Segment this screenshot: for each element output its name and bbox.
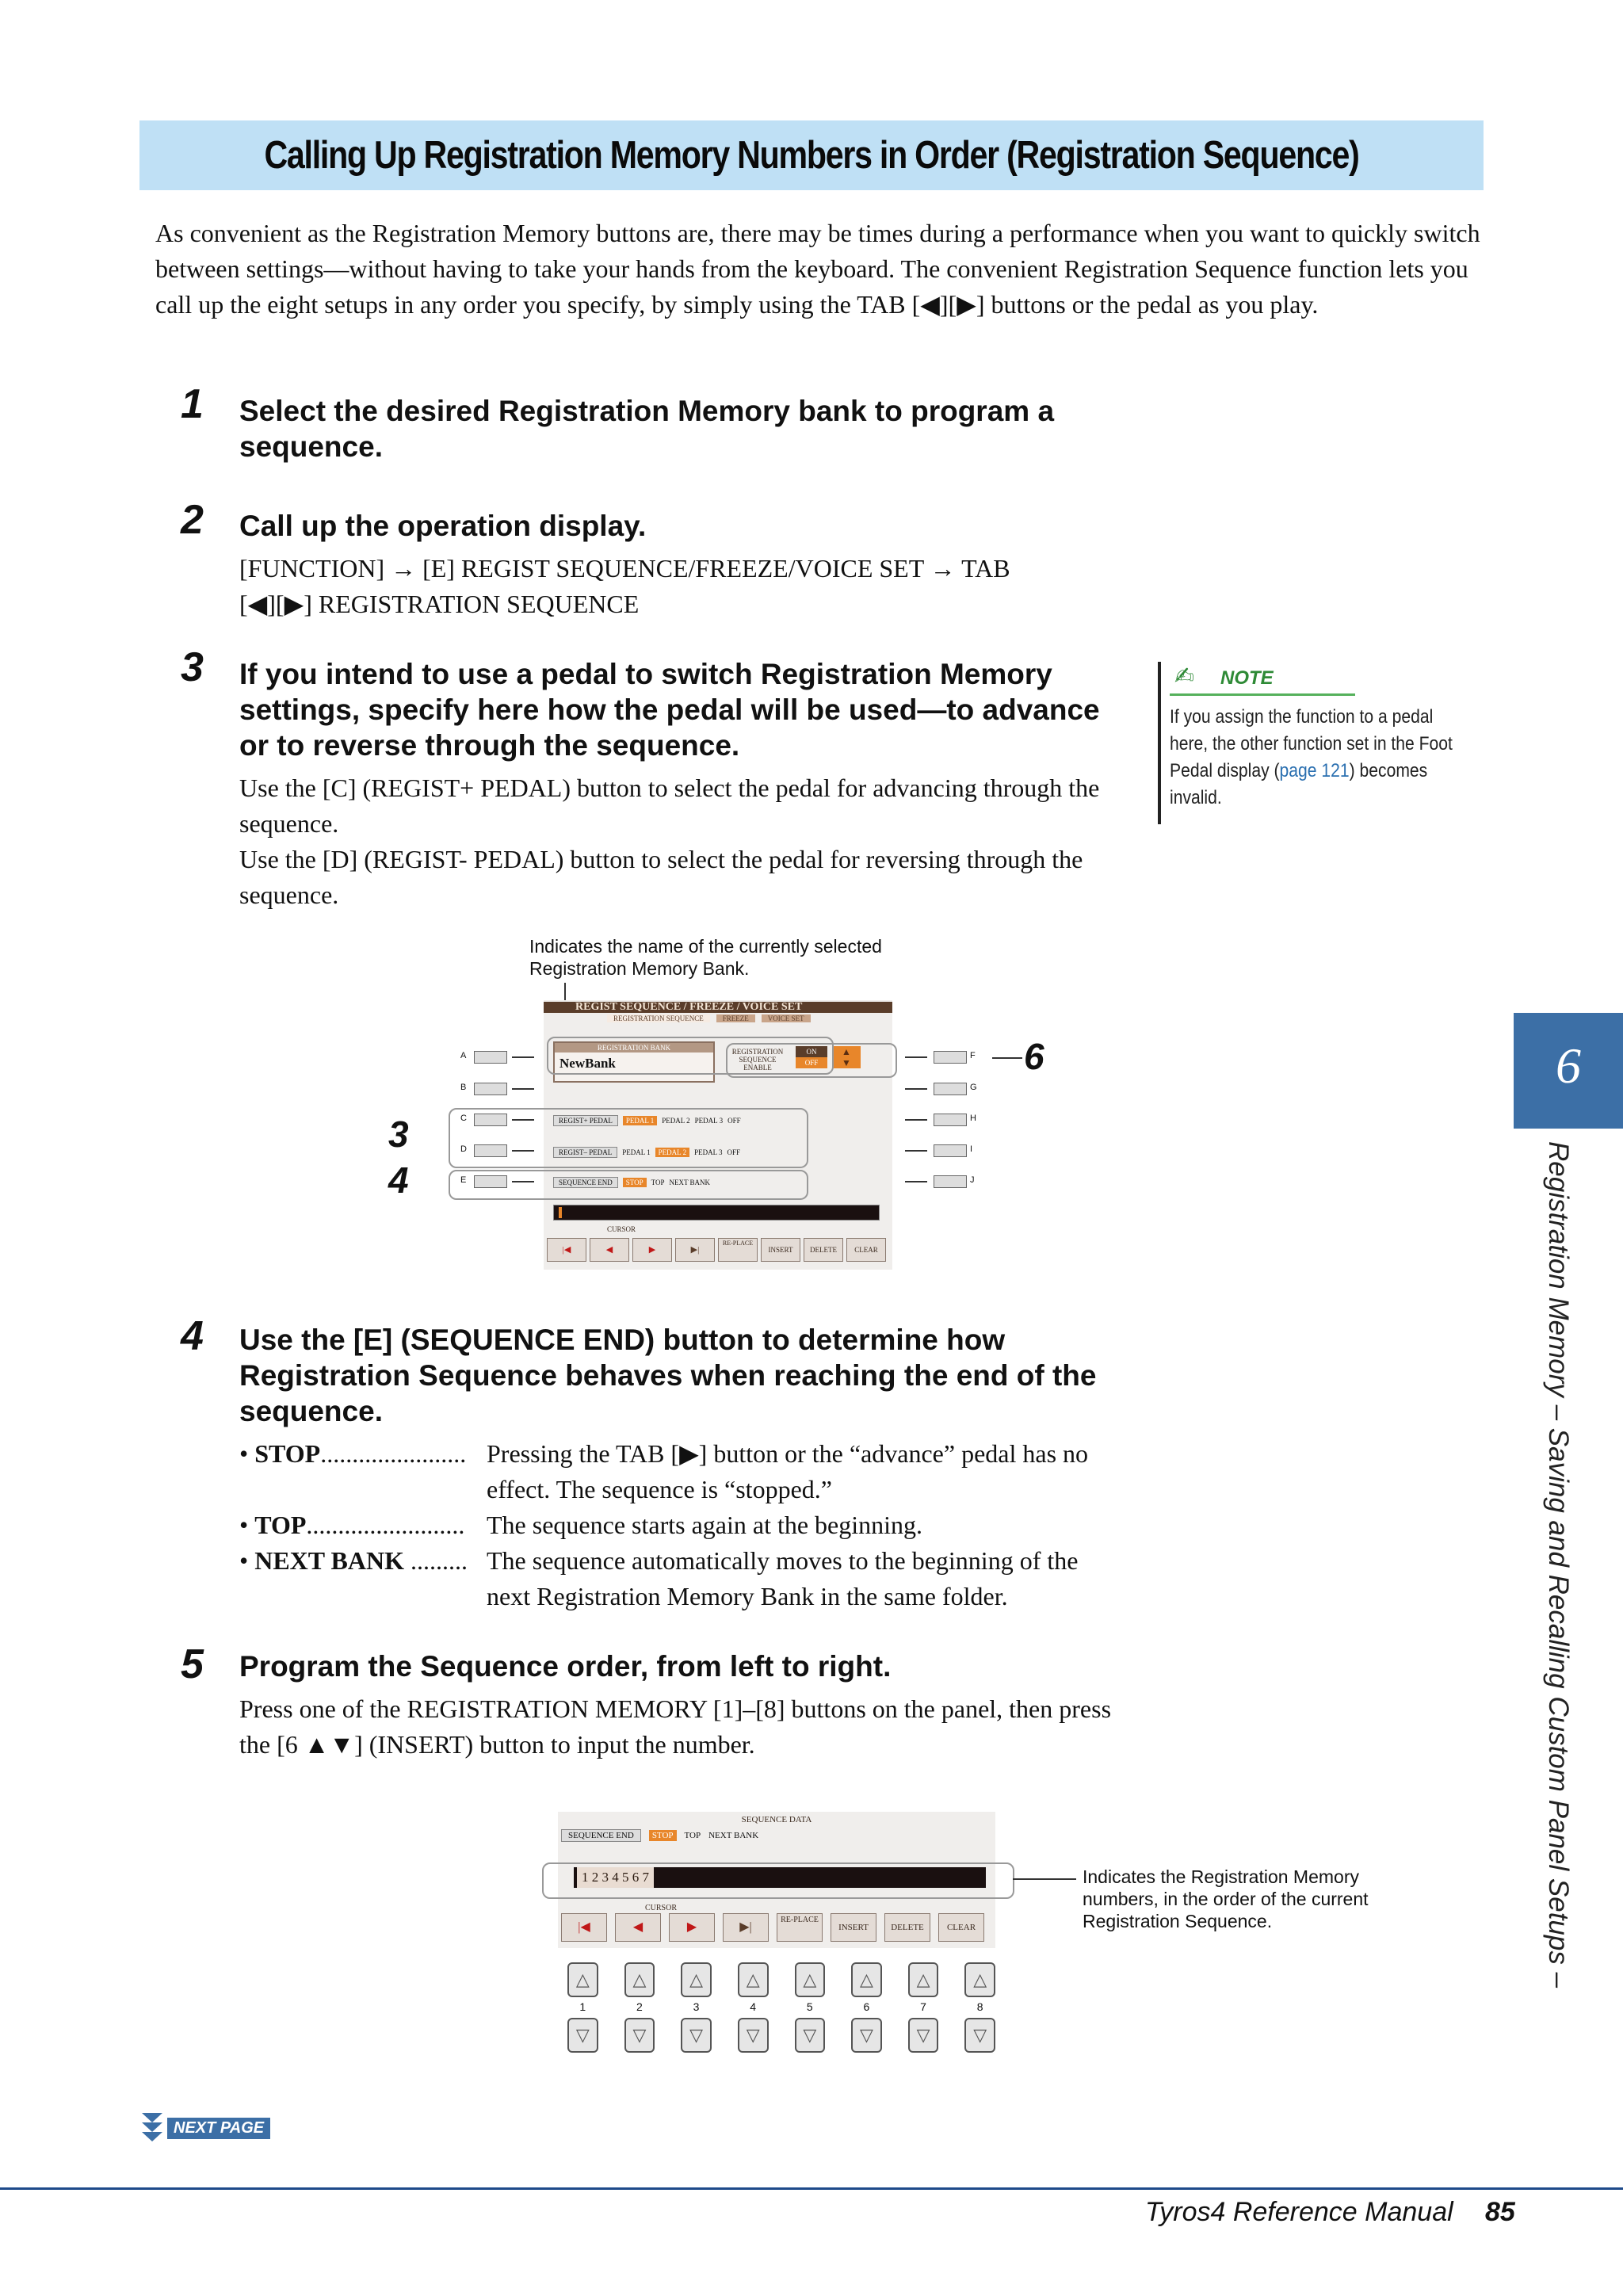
bank-name-callout: Indicates the name of the currently selected Registration Memory Bank. xyxy=(529,936,882,979)
delete-button[interactable]: DELETE xyxy=(884,1913,930,1942)
tab-voice-set[interactable]: VOICE SET xyxy=(762,1014,811,1022)
button-number: 2 xyxy=(636,2000,643,2013)
button-b[interactable] xyxy=(474,1083,507,1095)
seq-data-header: SEQUENCE DATA xyxy=(741,1815,812,1824)
chapter-title: Registration Memory – Saving and Recalling Custom Panel Setups – xyxy=(1543,1141,1574,1988)
note-underline xyxy=(1170,693,1355,696)
section-title: Calling Up Registration Memory Numbers in Order (Registration Sequence) xyxy=(264,134,1359,177)
updown-arrows-icon[interactable]: ▲ ▼ xyxy=(832,1046,861,1068)
cursor-last-button[interactable]: ▶| xyxy=(723,1913,769,1942)
step-number: 4 xyxy=(181,1313,204,1359)
manual-title: Tyros4 Reference Manual xyxy=(1145,2197,1453,2227)
step-body: Press one of the REGISTRATION MEMORY [1]–[8] buttons on the panel, then press the [6 ▲▼] (INSERT) button to input the number. xyxy=(239,1694,1112,1759)
row-option: STOP xyxy=(623,1178,647,1187)
row-option: TOP xyxy=(651,1179,665,1186)
down-arrow-icon[interactable]: ▽ xyxy=(908,2018,939,2053)
sequence-highlight xyxy=(542,1862,1014,1899)
option-dots: ....................... xyxy=(320,1439,467,1468)
page-number: 85 xyxy=(1485,2197,1515,2227)
step-number: 3 xyxy=(181,644,204,690)
option-desc: Pressing the TAB [▶] button or the “advance” pedal has no xyxy=(487,1439,1089,1468)
cursor-left-button[interactable]: ◀ xyxy=(615,1913,661,1942)
key-label: G xyxy=(970,1083,977,1092)
option-desc: The sequence automatically moves to the beginning of the xyxy=(487,1546,1079,1575)
enable-on: ON xyxy=(796,1046,827,1057)
seq-end-highlight xyxy=(449,1170,808,1200)
enable-highlight xyxy=(726,1043,897,1078)
chapter-side-title xyxy=(1526,1141,1590,1988)
delete-button[interactable]: DELETE xyxy=(804,1238,843,1262)
button-i[interactable] xyxy=(934,1144,967,1157)
key-label: B xyxy=(460,1083,467,1092)
note-divider xyxy=(1158,662,1161,824)
key-label: J xyxy=(970,1175,975,1185)
button-a[interactable] xyxy=(474,1051,507,1064)
note-text xyxy=(1170,704,1469,812)
key-label: A xyxy=(460,1051,467,1060)
up-arrow-icon[interactable]: △ xyxy=(624,1962,655,1997)
cursor-right-button[interactable]: ▶ xyxy=(669,1913,715,1942)
bank-label: REGISTRATION BANK xyxy=(555,1043,713,1052)
row-option: PEDAL 2 xyxy=(662,1117,690,1125)
row-option: OFF xyxy=(727,1148,741,1156)
clear-button[interactable]: CLEAR xyxy=(938,1913,984,1942)
key-label: I xyxy=(970,1144,973,1154)
up-arrow-icon[interactable]: △ xyxy=(908,1962,939,1997)
key-label: C xyxy=(460,1114,467,1123)
down-arrow-icon[interactable]: ▽ xyxy=(851,2018,882,2053)
row-option: PEDAL 3 xyxy=(694,1117,724,1125)
button-h[interactable] xyxy=(934,1114,967,1126)
key-label: H xyxy=(970,1114,976,1123)
sequence-data-bar xyxy=(553,1205,880,1221)
tab-registration-sequence[interactable]: REGISTRATION SEQUENCE xyxy=(607,1014,710,1022)
step-heading: Use the [E] (SEQUENCE END) button to determine how Registration Sequence behaves when reaching the end of the sequence. xyxy=(239,1324,1097,1427)
pencil-icon: ✍ xyxy=(1174,663,1195,690)
next-page-label: NEXT PAGE xyxy=(167,2118,270,2139)
footer-rule xyxy=(0,2187,1623,2190)
row-option: PEDAL 1 xyxy=(623,1116,657,1125)
bank-name: NewBank xyxy=(559,1056,616,1071)
cursor-first-button[interactable]: |◀ xyxy=(547,1238,586,1262)
option-desc: effect. The sequence is “stopped.” xyxy=(487,1475,832,1503)
next-page[interactable] xyxy=(140,2111,270,2145)
note-title: NOTE xyxy=(1220,667,1274,689)
option-next-bank: • NEXT BANK ......... The sequence automatically moves to the beginning of the next Registration Memory Bank in the same folder. xyxy=(239,1546,1079,1610)
key-label: D xyxy=(460,1144,467,1154)
option-dots: ......... xyxy=(403,1546,468,1575)
chapter-number: 6 xyxy=(1556,1037,1581,1094)
chapter-tab[interactable] xyxy=(1514,1013,1623,1129)
seq-option: TOP xyxy=(684,1831,701,1840)
row-option: PEDAL 2 xyxy=(655,1148,689,1157)
step-number: 1 xyxy=(181,381,204,427)
down-arrow-icon[interactable]: ▽ xyxy=(964,2018,995,2053)
regist-minus-label: REGIST– PEDAL xyxy=(553,1147,617,1158)
cursor-label: CURSOR xyxy=(645,1904,678,1912)
step-body: [FUNCTION] → [E] REGIST SEQUENCE/FREEZE/VOICE SET → TAB xyxy=(239,554,1010,583)
down-arrow-icon[interactable]: ▽ xyxy=(624,2018,655,2053)
up-arrow-icon[interactable]: △ xyxy=(567,1962,598,1997)
insert-button[interactable]: INSERT xyxy=(831,1913,876,1942)
button-number: 3 xyxy=(693,2000,700,2013)
cursor-label: CURSOR xyxy=(607,1225,636,1233)
enable-label: REGISTRATION SEQUENCE ENABLE xyxy=(731,1048,784,1072)
option-top: • TOP......................... The sequence starts again at the beginning. xyxy=(239,1511,923,1539)
lcd-title: REGIST SEQUENCE / FREEZE / VOICE SET xyxy=(544,1002,892,1013)
note-text-before: If you assign the function to a pedal here, the other function set in the Foot Pedal display ( xyxy=(1170,706,1453,781)
step-number: 5 xyxy=(181,1641,204,1687)
row-option: OFF xyxy=(727,1117,741,1125)
button-number: 1 xyxy=(579,2000,586,2013)
up-arrow-icon[interactable]: △ xyxy=(851,1962,882,1997)
option-desc: next Registration Memory Bank in the same folder. xyxy=(487,1582,1008,1610)
option-dots: ......................... xyxy=(306,1511,465,1539)
note-text-after: ) becomes invalid. xyxy=(1170,760,1428,808)
seq-option: NEXT BANK xyxy=(708,1831,759,1840)
option-term: TOP xyxy=(254,1511,307,1539)
up-arrow-icon[interactable]: △ xyxy=(681,1962,712,1997)
button-f[interactable] xyxy=(934,1051,967,1064)
cursor-left-button[interactable]: ◀ xyxy=(590,1238,629,1262)
cursor-last-button[interactable]: ▶| xyxy=(675,1238,715,1262)
marker-4: 4 xyxy=(388,1159,409,1201)
double-chevron-down-icon xyxy=(140,2111,164,2145)
step-heading: Call up the operation display. xyxy=(239,510,647,542)
button-g[interactable] xyxy=(934,1083,967,1095)
pedal-rows-highlight xyxy=(449,1108,808,1168)
step-body: Use the [D] (REGIST- PEDAL) button to select the pedal for reversing through the sequence. xyxy=(239,845,1083,909)
marker-3: 3 xyxy=(388,1114,409,1155)
option-desc: The sequence starts again at the beginning. xyxy=(487,1511,923,1539)
row-option: PEDAL 1 xyxy=(622,1148,651,1156)
replace-button[interactable]: RE-PLACE xyxy=(718,1238,758,1262)
step-heading: Program the Sequence order, from left to right. xyxy=(239,1650,892,1683)
row-option: NEXT BANK xyxy=(669,1179,711,1186)
up-arrow-icon[interactable]: △ xyxy=(795,1962,826,1997)
sequence-end-label[interactable]: SEQUENCE END xyxy=(561,1829,641,1842)
section-header xyxy=(139,120,1484,190)
key-label: F xyxy=(970,1051,976,1060)
cursor-right-button[interactable]: ▶ xyxy=(632,1238,672,1262)
marker-6: 6 xyxy=(1024,1036,1044,1077)
sequence-callout: Indicates the Registration Memory numbers, in the order of the current Registration Sequence. xyxy=(1083,1866,1369,1931)
seq-option: STOP xyxy=(649,1830,677,1841)
callout-line xyxy=(1013,1878,1076,1880)
step-number: 2 xyxy=(181,497,204,543)
clear-button[interactable]: CLEAR xyxy=(846,1238,886,1262)
sequence-numbers: 1 2 3 4 5 6 7 xyxy=(577,1867,654,1888)
sequence-end-label: SEQUENCE END xyxy=(553,1177,618,1188)
up-arrow-icon[interactable]: △ xyxy=(738,1962,769,1997)
insert-button[interactable]: INSERT xyxy=(761,1238,800,1262)
up-arrow-icon[interactable]: △ xyxy=(964,1962,995,1997)
cursor-first-button[interactable]: |◀ xyxy=(561,1913,607,1942)
button-number: 6 xyxy=(863,2000,870,2013)
step-body: Use the [C] (REGIST+ PEDAL) button to select the pedal for advancing through the sequence. xyxy=(239,774,1100,838)
step-body: [◀][▶] REGISTRATION SEQUENCE xyxy=(239,590,640,618)
button-number: 8 xyxy=(976,2000,983,2013)
enable-off: OFF xyxy=(796,1057,827,1068)
row-option: PEDAL 3 xyxy=(694,1148,723,1156)
down-arrow-icon[interactable]: ▽ xyxy=(567,2018,598,2053)
down-arrow-icon[interactable]: ▽ xyxy=(795,2018,826,2053)
option-term: STOP xyxy=(254,1439,321,1468)
button-number: 5 xyxy=(806,2000,813,2013)
registration-memory-buttons xyxy=(567,1962,995,2057)
button-number: 7 xyxy=(920,2000,926,2013)
intro-paragraph: As convenient as the Registration Memory buttons are, there may be times during a performance when you want to quickly switch between settings—without having to take your hands from the keyboard. The convenient Registration Sequence function lets you call up the eight setups in any order you specify, by simply using the TAB [◀][▶] buttons or the pedal as you play. xyxy=(155,219,1480,319)
option-term: NEXT BANK xyxy=(254,1546,404,1575)
lcd-screen-regist-sequence xyxy=(433,1000,1003,1270)
down-arrow-icon[interactable]: ▽ xyxy=(681,2018,712,2053)
marker-6-line xyxy=(992,1057,1022,1059)
replace-button[interactable]: RE-PLACE xyxy=(777,1913,823,1942)
regist-plus-label: REGIST+ PEDAL xyxy=(553,1115,618,1126)
page-link[interactable]: page 121 xyxy=(1279,760,1350,781)
option-stop: • STOP....................... Pressing the TAB [▶] button or the “advance” pedal has no effect. The sequence is “stopped.” xyxy=(239,1439,1089,1503)
down-arrow-icon[interactable]: ▽ xyxy=(738,2018,769,2053)
step-heading: Select the desired Registration Memory bank to program a sequence. xyxy=(239,395,1055,463)
button-j[interactable] xyxy=(934,1175,967,1188)
tab-freeze[interactable]: FREEZE xyxy=(716,1014,755,1022)
step-heading: If you intend to use a pedal to switch Registration Memory settings, specify here how the pedal will be used—to advance or to reverse through the sequence. xyxy=(239,658,1100,762)
button-number: 4 xyxy=(750,2000,757,2013)
key-label: E xyxy=(460,1175,467,1185)
